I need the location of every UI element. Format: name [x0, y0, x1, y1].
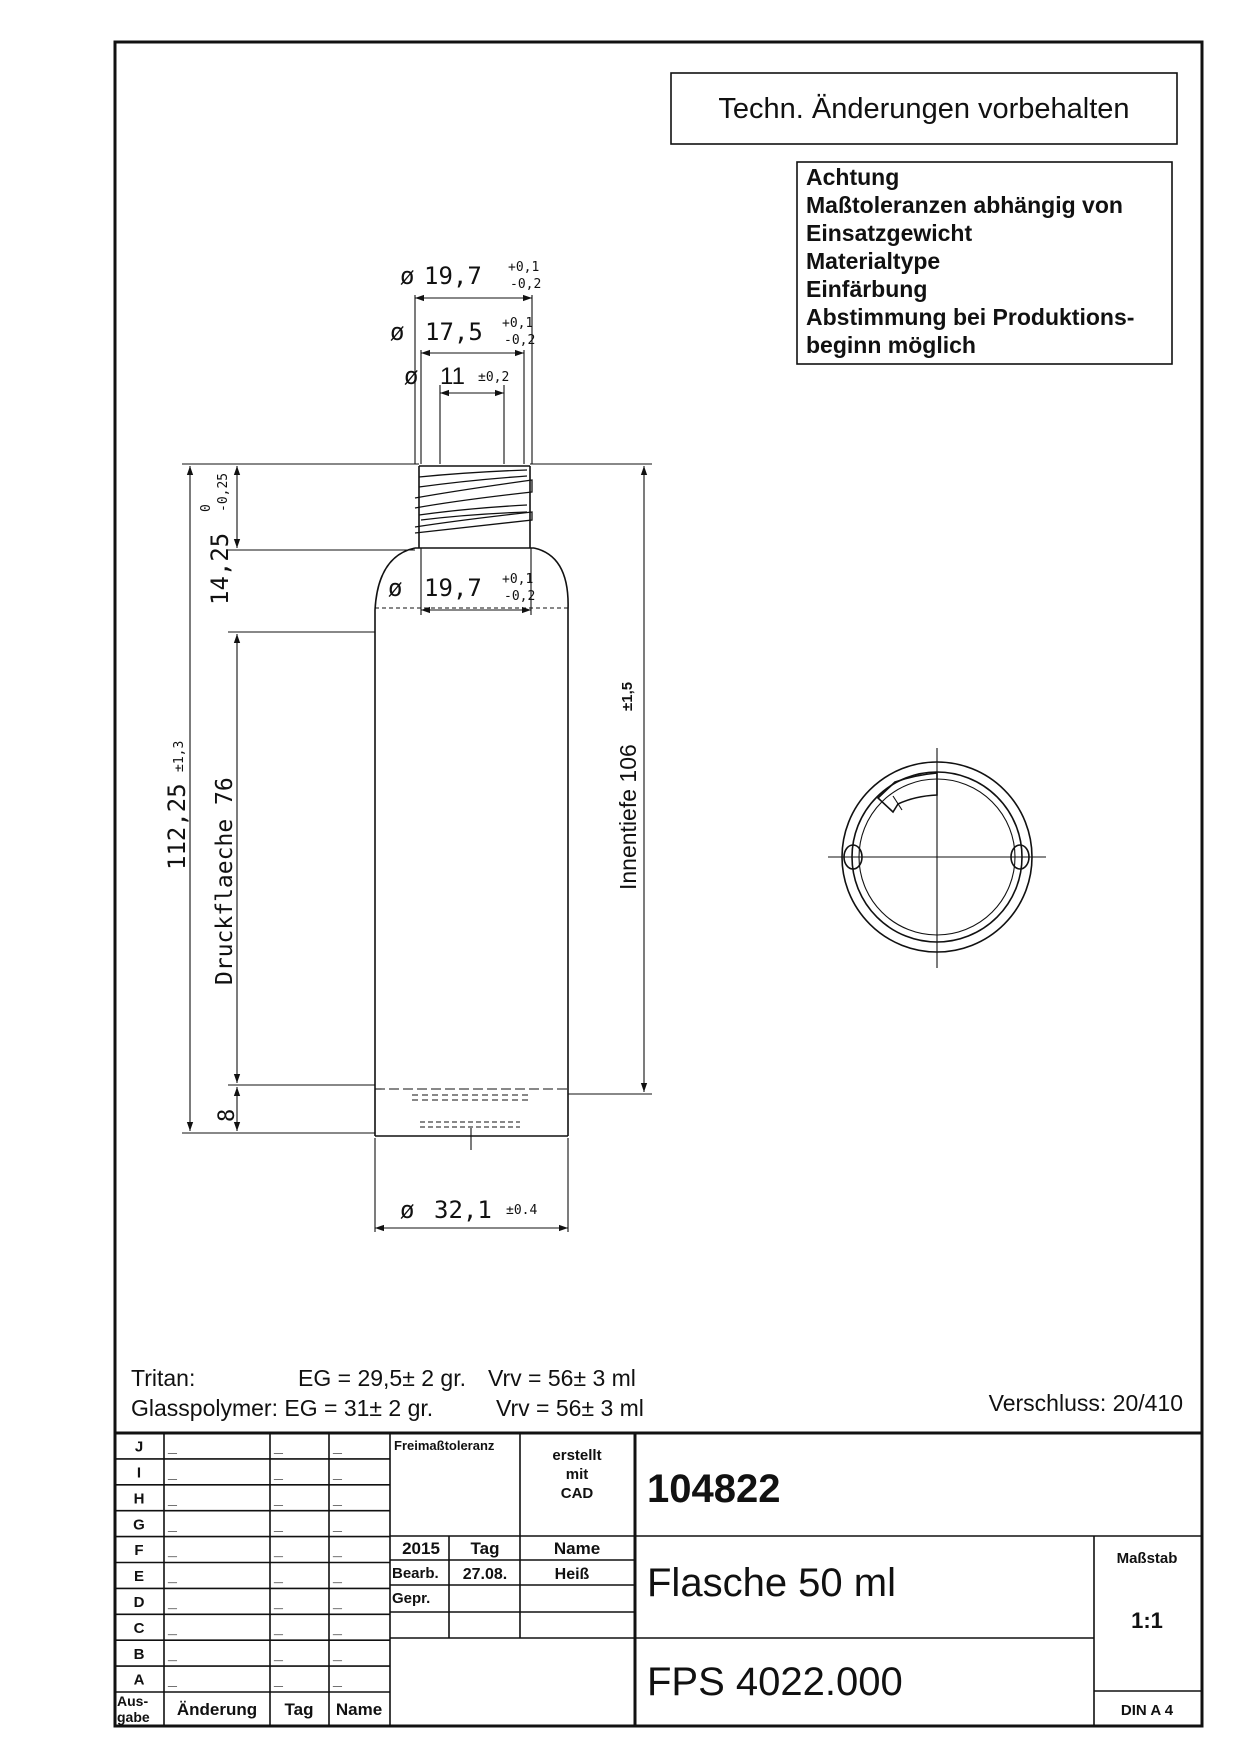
revision-date: _ [274, 1645, 283, 1663]
note-line-3: Einsatzgewicht [806, 220, 973, 246]
dim-neck-height [199, 466, 237, 605]
footer-name: Name [335, 1700, 383, 1719]
dim-total-height-tol: ±1,3 [172, 740, 187, 772]
dim-neck-height-value: 14,25 [206, 532, 234, 605]
dim-shoulder-value: 19,7 [424, 574, 482, 602]
revision-letter: J [134, 1438, 144, 1456]
scale-label: Maßstab [1116, 1550, 1178, 1567]
dim-body-value: 32,1 [434, 1196, 492, 1224]
revision-date: _ [274, 1464, 283, 1482]
col-tag-header: Tag [470, 1539, 500, 1558]
revision-change: _ [168, 1516, 177, 1534]
footer-aenderung: Änderung [176, 1700, 258, 1719]
dim-total-height-value: 112,25 [163, 783, 191, 870]
changes-notice [671, 73, 1177, 144]
dim-thread-value: 17,5 [425, 318, 483, 346]
cad-line-3: CAD [560, 1485, 594, 1502]
cad-line-2: mit [565, 1466, 589, 1483]
col-name-header: Name [553, 1539, 601, 1558]
footer-ausgabe-2: gabe [117, 1709, 150, 1725]
dim-shoulder-symbol: ø [388, 574, 403, 602]
note-line-4: Materialtype [806, 248, 941, 274]
dim-neck-height-tol-dn: -0,25 [216, 472, 231, 512]
tolerance-note [797, 162, 1172, 364]
dim-neck-height-tol-up: 0 [199, 504, 214, 512]
material-row1-weight: EG = 29,5± 2 gr. [298, 1365, 466, 1391]
dim-base-height [215, 1087, 240, 1131]
revision-letter: A [133, 1671, 145, 1689]
revision-name: _ [333, 1568, 342, 1586]
revision-rows [115, 1439, 390, 1689]
bottle-top-view [828, 748, 1046, 968]
revision-change: _ [168, 1594, 177, 1612]
footer-tag: Tag [284, 1700, 314, 1719]
revision-change: _ [168, 1568, 177, 1586]
revision-name: _ [333, 1490, 342, 1508]
cad-line-1: erstellt [552, 1447, 602, 1464]
dim-thread-diameter [390, 316, 535, 464]
revision-date: _ [274, 1619, 283, 1637]
footer-ausgabe-1: Aus- [117, 1693, 149, 1709]
dim-inner-depth-tol: ±1,5 [619, 681, 636, 711]
year: 2015 [402, 1539, 440, 1558]
scale-value: 1:1 [1131, 1608, 1163, 1633]
revision-date: _ [274, 1594, 283, 1612]
revision-letter: B [133, 1645, 145, 1663]
dim-body-symbol: ø [400, 1196, 415, 1224]
dim-inner-symbol: ø [404, 362, 419, 390]
dim-total-height [163, 466, 191, 1131]
dim-base-height-value: 8 [215, 1108, 240, 1122]
freimass-label: Freimaßtoleranz [394, 1438, 495, 1453]
revision-name: _ [333, 1594, 342, 1612]
dim-inner-tol: ±0,2 [478, 370, 510, 385]
note-line-6: Abstimmung bei Produktions- [806, 304, 1135, 330]
revision-date: _ [274, 1542, 283, 1560]
dim-neck-outer-symbol: ø [400, 262, 415, 290]
revision-date: _ [274, 1490, 283, 1508]
dim-inner-diameter [404, 362, 509, 464]
dim-thread-tol-dn: -0,2 [504, 333, 536, 348]
revision-name: _ [333, 1645, 342, 1663]
part-number: FPS 4022.000 [647, 1660, 903, 1704]
dim-neck-outer-tol-dn: -0,2 [510, 277, 542, 292]
dim-body-tol: ±0.4 [506, 1203, 538, 1218]
dim-inner-depth-label: Innentiefe 106 [615, 744, 641, 890]
dim-shoulder-diameter [388, 548, 535, 615]
note-line-1: Achtung [806, 164, 900, 190]
revision-letter: D [133, 1594, 145, 1612]
bearb-label: Bearb. [392, 1565, 439, 1582]
dim-inner-value: 11 [440, 363, 465, 390]
material-row2-name: Glasspolymer: EG = 31± 2 gr. [131, 1395, 434, 1421]
closure-spec: Verschluss: 20/410 [988, 1390, 1183, 1416]
revision-letter: H [133, 1490, 145, 1508]
material-row1-volume: Vrv = 56± 3 ml [488, 1365, 636, 1391]
dim-inner-depth [615, 466, 644, 1092]
revision-change: _ [168, 1645, 177, 1663]
revision-date: _ [274, 1438, 283, 1456]
dim-neck-outer-tol-up: +0,1 [508, 260, 540, 275]
revision-name: _ [333, 1619, 342, 1637]
dim-shoulder-tol-up: +0,1 [502, 572, 534, 587]
note-line-5: Einfärbung [806, 276, 928, 302]
revision-letter: F [134, 1542, 144, 1560]
drawing-title: Flasche 50 ml [647, 1561, 896, 1605]
revision-letter: I [136, 1464, 142, 1482]
changes-notice-text: Techn. Änderungen vorbehalten [718, 93, 1130, 125]
revision-date: _ [274, 1516, 283, 1534]
gepr-label: Gepr. [392, 1590, 431, 1607]
note-line-2: Maßtoleranzen abhängig von [806, 192, 1123, 218]
revision-letter: C [133, 1619, 145, 1637]
material-row2-volume: Vrv = 56± 3 ml [496, 1395, 644, 1421]
revision-change: _ [168, 1671, 177, 1689]
dim-body-diameter [375, 1138, 568, 1232]
revision-change: _ [168, 1438, 177, 1456]
revision-change: _ [168, 1542, 177, 1560]
revision-date: _ [274, 1568, 283, 1586]
revision-name: _ [333, 1464, 342, 1482]
dim-thread-tol-up: +0,1 [502, 316, 534, 331]
revision-change: _ [168, 1464, 177, 1482]
dim-shoulder-tol-dn: -0,2 [504, 589, 536, 604]
revision-name: _ [333, 1542, 342, 1560]
bearb-name: Heiß [554, 1566, 590, 1583]
bottle-side-view [375, 466, 568, 1150]
bearb-date: 27.08. [462, 1566, 508, 1583]
revision-change: _ [168, 1490, 177, 1508]
revision-letter: E [133, 1568, 145, 1586]
extension-lines [182, 464, 652, 1133]
note-line-7: beginn möglich [806, 332, 976, 358]
revision-name: _ [333, 1438, 342, 1456]
revision-name: _ [333, 1516, 342, 1534]
paper-format: DIN A 4 [1120, 1702, 1174, 1719]
title-block [115, 1433, 1202, 1726]
drawing-number: 104822 [647, 1467, 781, 1511]
revision-change: _ [168, 1619, 177, 1637]
revision-date: _ [274, 1671, 283, 1689]
dim-printing-area [212, 634, 238, 1083]
dim-printing-area-label: Druckflaeche 76 [212, 777, 238, 985]
revision-name: _ [333, 1671, 342, 1689]
material-notes [131, 1365, 1183, 1421]
material-row1-name: Tritan: [131, 1365, 196, 1391]
dim-neck-outer-value: 19,7 [424, 262, 482, 290]
revision-letter: G [133, 1516, 145, 1534]
dim-thread-symbol: ø [390, 318, 405, 346]
